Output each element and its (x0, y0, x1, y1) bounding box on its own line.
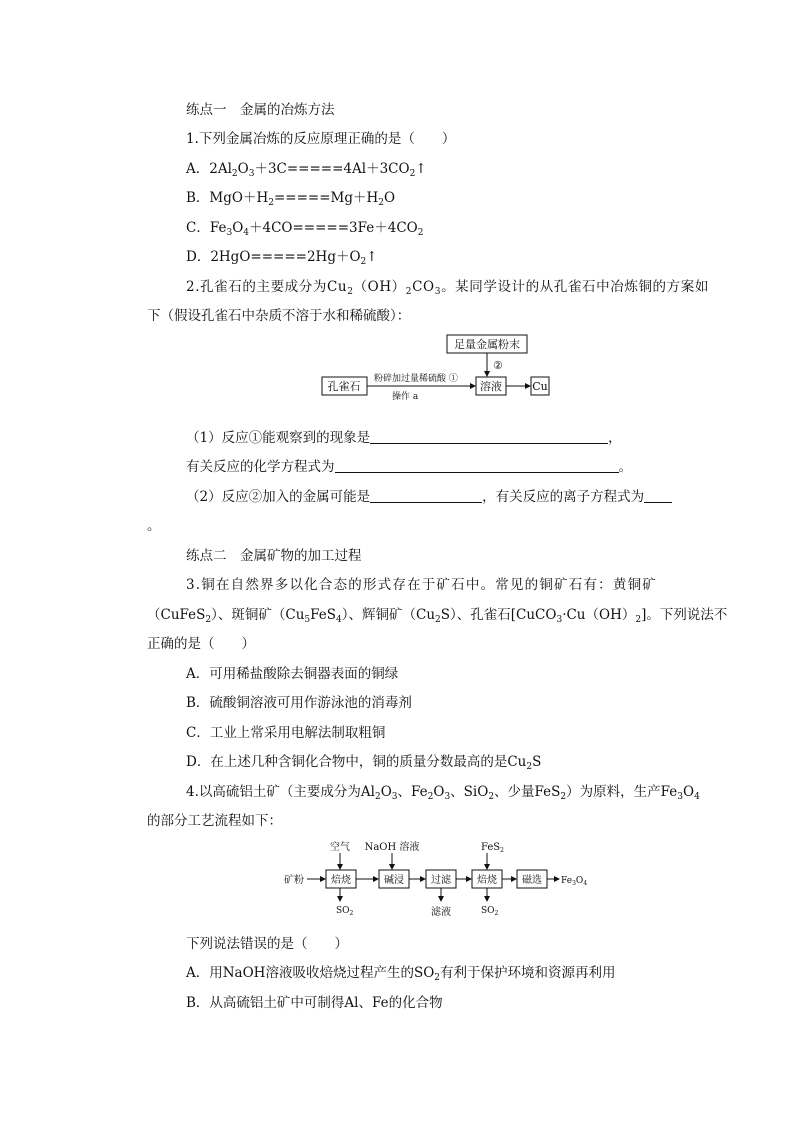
flow-so2-2-label: $SO_2$ (481, 906, 499, 917)
flow-magnetic-label: 磁选 (522, 875, 542, 886)
q3-option-c: C．工业上常采用电解法制取粗铜 (186, 725, 386, 741)
box-metal-powder-label: 足量金属粉末 (454, 338, 520, 351)
q1-option-b: B．$MgO+H_2=====Mg+H_2O$ (186, 190, 396, 208)
q2-part2-line: （2）反应②加入的金属可能是 ，有关反应的离子方程式为 (186, 488, 672, 506)
question-3-line3: 正确的是（ ） (147, 636, 255, 652)
q3-option-b: B．硫酸铜溶液可用作游泳池的消毒剂 (186, 695, 412, 711)
q4-option-a: A．用NaOH溶液吸收焙烧过程产生的$SO_2$有利于保护环境和资源再利用 (186, 965, 616, 983)
arrow-bottom-label: 操作 a (392, 392, 419, 402)
section-title-1: 练点一 金属的冶炼方法 (186, 102, 335, 118)
q2-part2-end: 。 (147, 518, 161, 534)
question-2-stem-line1: 2.孔雀石的主要成分为$Cu_2(OH)_2CO_3$。某同学设计的从孔雀石中冶炼铜的方案如 (186, 279, 709, 297)
answer-blank-2[interactable] (335, 459, 619, 473)
flow-alkali-label: 碱浸 (384, 875, 404, 886)
flow-air-label: 空气 (330, 842, 350, 853)
question-3-line2: （CuFeS$_2$）、斑铜矿$(Cu_5FeS_4)$、辉铜矿$(Cu_2S)$、孔雀石$[CuCO_3\cdot Cu(OH)_2]$。下列说法不 (147, 607, 728, 625)
q2-part1-line1: （1）反应①能观察到的现象是 ， (186, 430, 622, 446)
question-4-line2: 的部分工艺流程如下： (147, 813, 282, 829)
arrow-top-label: 粉碎加过量稀硫酸 ① (374, 374, 458, 384)
q1-option-a: A．$2Al_2O_3+3C=====4Al+3CO_2↑$ (186, 161, 427, 179)
section-title-2: 练点二 金属矿物的加工过程 (186, 548, 362, 564)
question-1-stem: 1.下列金属冶炼的反应原理正确的是（ ） (186, 131, 456, 147)
q4-option-b: B．从高硫铝土矿中可制得Al、Fe的化合物 (186, 995, 443, 1011)
flow-roast2-label: 焙烧 (477, 875, 497, 886)
process-flow-diagram (280, 838, 590, 918)
circle-2-label: ② (493, 359, 503, 372)
question-2-stem-line2: 下（假设孔雀石中杂质不溶于水和稀硫酸）： (147, 308, 411, 324)
answer-blank-4[interactable] (644, 489, 672, 503)
box-malachite-label: 孔雀石 (327, 380, 361, 393)
flow-fes2-label: FeS$_2$ (481, 842, 504, 854)
flow-naoh-label: NaOH 溶液 (364, 842, 420, 853)
answer-blank-3[interactable] (370, 489, 482, 503)
flow-ore-label: 矿粉 (284, 875, 304, 886)
flow-roast1-label: 焙烧 (331, 875, 351, 886)
flow-so2-1-label: $SO_2$ (336, 906, 354, 917)
question-3-line1: 3.铜在自然界多以化合态的形式存在于矿石中。常见的铜矿石有：黄铜矿 (186, 577, 657, 593)
box-cu-label: Cu (532, 380, 548, 393)
q3-option-a: A．可用稀盐酸除去铜器表面的铜绿 (186, 666, 399, 682)
q3-option-d: D．在上述几种含铜化合物中，铜的质量分数最高的是$Cu_2S$ (186, 754, 542, 772)
q1-option-d: D．$2HgO=====2Hg+O_2↑$ (186, 249, 378, 267)
malachite-process-diagram (300, 328, 560, 408)
flow-filtrate-label: 滤液 (431, 907, 451, 918)
q2-part1-line2: 有关反应的化学方程式为 。 (186, 459, 632, 475)
flow-product-label: $Fe_3O_4$ (561, 876, 588, 887)
question-4-line3: 下列说法错误的是（ ） (186, 936, 348, 952)
answer-blank-1[interactable] (370, 430, 608, 444)
question-4-line1: 4.以高硫铝土矿（主要成分为$Al_2O_3$、$Fe_2O_3$、SiO$_2$、少量FeS$_2$）为原料，生产$Fe_3O_4$ (186, 784, 700, 802)
q1-option-c: C．$Fe_3O_4+4CO=====3Fe+4CO_2$ (186, 220, 424, 238)
flow-filter-label: 过滤 (431, 875, 451, 886)
box-solution-label: 溶液 (480, 380, 502, 393)
